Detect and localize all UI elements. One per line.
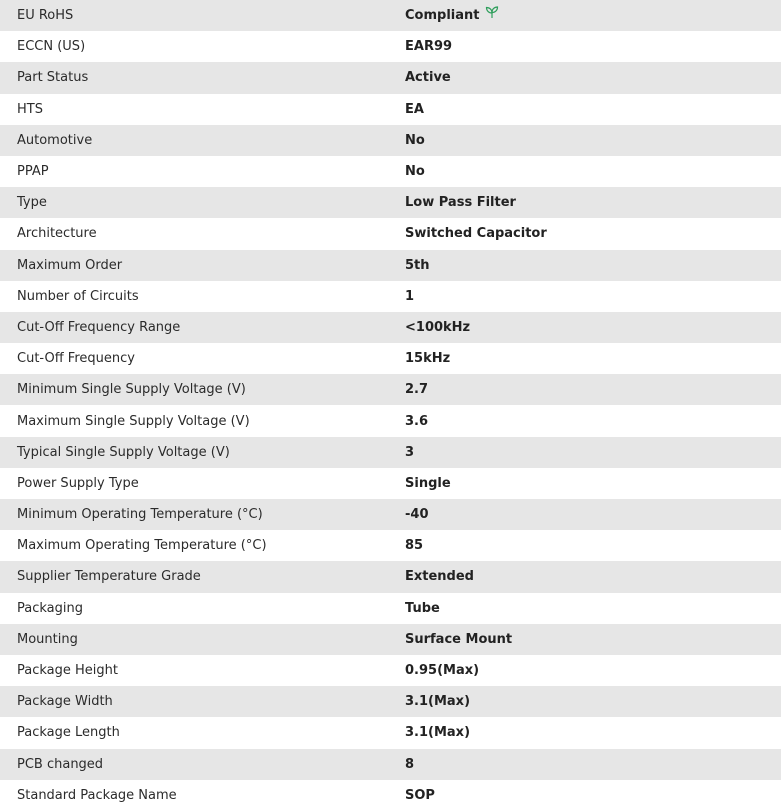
spec-value: Tube [405, 600, 440, 616]
spec-value: EA [405, 101, 424, 117]
spec-label: Package Height [17, 663, 118, 679]
spec-label: Cut-Off Frequency Range [17, 319, 181, 335]
spec-row [0, 530, 781, 561]
spec-value: 0.95(Max) [405, 663, 480, 679]
spec-label: Package Length [17, 725, 120, 741]
spec-row [0, 686, 781, 717]
spec-label: Part Status [17, 70, 89, 86]
spec-row [0, 156, 781, 187]
spec-row [0, 624, 781, 655]
spec-row [0, 125, 781, 156]
spec-label: Package Width [17, 694, 113, 710]
spec-value: 8 [405, 756, 415, 772]
spec-label: Packaging [17, 600, 83, 616]
spec-value: Switched Capacitor [405, 226, 547, 242]
spec-label: Mounting [17, 631, 78, 647]
spec-value: Surface Mount [405, 631, 513, 647]
spec-label: Standard Package Name [17, 787, 177, 803]
spec-label: Power Supply Type [17, 475, 139, 491]
spec-value: SOP [405, 787, 435, 803]
spec-row [0, 94, 781, 125]
spec-label: PCB changed [17, 756, 104, 772]
spec-row [0, 62, 781, 93]
spec-row [0, 281, 781, 312]
spec-row [0, 218, 781, 249]
spec-value: Low Pass Filter [405, 195, 516, 211]
spec-row [0, 374, 781, 405]
spec-value: 3.6 [405, 413, 429, 429]
spec-row [0, 468, 781, 499]
spec-row [0, 593, 781, 624]
spec-label: PPAP [17, 164, 49, 180]
spec-value: 3.1(Max) [405, 725, 471, 741]
spec-row [0, 717, 781, 748]
spec-value: 85 [405, 538, 424, 554]
spec-row [0, 499, 781, 530]
spec-value: -40 [405, 507, 429, 523]
spec-value: EAR99 [405, 39, 453, 55]
spec-row [0, 187, 781, 218]
spec-label: Maximum Single Supply Voltage (V) [17, 413, 250, 429]
spec-row [0, 312, 781, 343]
spec-value: <100kHz [405, 319, 471, 335]
spec-value: 5th [405, 257, 430, 273]
spec-label: Minimum Operating Temperature (°C) [17, 507, 263, 523]
spec-label: Supplier Temperature Grade [17, 569, 201, 585]
spec-label: HTS [17, 101, 43, 117]
spec-label: Automotive [17, 132, 93, 148]
spec-value: Compliant [405, 8, 480, 24]
spec-value: Extended [405, 569, 474, 585]
spec-label: Maximum Operating Temperature (°C) [17, 538, 267, 554]
spec-value: 1 [405, 288, 415, 304]
spec-label: Maximum Order [17, 257, 123, 273]
spec-row [0, 780, 781, 811]
spec-value: No [405, 132, 425, 148]
spec-row [0, 0, 781, 31]
spec-row [0, 250, 781, 281]
spec-label: Type [17, 195, 47, 211]
spec-label: Typical Single Supply Voltage (V) [17, 444, 230, 460]
leaf-icon [485, 6, 499, 23]
spec-label: Architecture [17, 226, 97, 242]
spec-row [0, 655, 781, 686]
spec-value: Active [405, 70, 451, 86]
spec-value: 15kHz [405, 351, 451, 367]
spec-label: ECCN (US) [17, 39, 86, 55]
spec-row [0, 31, 781, 62]
spec-value: 3 [405, 444, 415, 460]
spec-value: No [405, 164, 425, 180]
spec-label: Minimum Single Supply Voltage (V) [17, 382, 246, 398]
spec-row [0, 343, 781, 374]
spec-label: Number of Circuits [17, 288, 139, 304]
spec-row [0, 561, 781, 592]
spec-row [0, 749, 781, 780]
spec-row [0, 437, 781, 468]
spec-row [0, 405, 781, 436]
spec-label: Cut-Off Frequency [17, 351, 135, 367]
spec-value: 3.1(Max) [405, 694, 471, 710]
spec-value: 2.7 [405, 382, 429, 398]
spec-value-cell [405, 0, 781, 31]
spec-value: Single [405, 475, 451, 491]
spec-label: EU RoHS [17, 8, 74, 24]
